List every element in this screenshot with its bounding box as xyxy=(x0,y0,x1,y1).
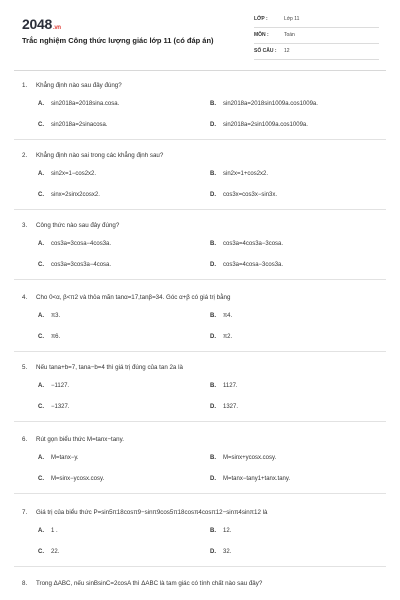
meta-key-grade: LỚP : xyxy=(254,16,268,22)
option-label: C. xyxy=(38,476,44,482)
quiz-meta-panel xyxy=(254,14,379,62)
option-text: π6. xyxy=(51,334,61,340)
option-text: sin2018a=2sin1009a.cos1009a. xyxy=(223,122,308,128)
question-stem xyxy=(22,364,183,371)
logo-text: 2048 xyxy=(22,16,52,32)
question-stem xyxy=(22,509,267,516)
option-label: B. xyxy=(210,171,216,177)
option-a[interactable] xyxy=(38,171,96,177)
option-text: cos3a=3cosa−4cos3a. xyxy=(51,241,112,247)
option-a[interactable] xyxy=(38,313,60,319)
option-text: 1127. xyxy=(223,383,238,389)
option-text: sin2018a=2sinacosa. xyxy=(51,122,108,128)
option-label: C. xyxy=(38,262,44,268)
question-text: Cho 0<α, β<π2 và thỏa mãn tanα=17,tanβ=34. Góc α+β có giá trị bằng xyxy=(36,294,231,301)
option-d[interactable] xyxy=(210,476,290,482)
question-divider xyxy=(14,351,386,352)
question-divider xyxy=(14,209,386,210)
option-label: D. xyxy=(210,549,216,555)
option-label: A. xyxy=(38,101,44,107)
meta-value-count: 12 xyxy=(284,48,290,54)
question-divider xyxy=(14,279,386,280)
option-text: M=sinx−ycosx.cosy. xyxy=(51,476,105,482)
meta-value-grade: Lớp 11 xyxy=(284,16,300,22)
option-label: C. xyxy=(38,192,44,198)
option-text: π2. xyxy=(223,334,233,340)
meta-key-subject: MÔN : xyxy=(254,32,269,38)
option-text: π4. xyxy=(223,313,233,319)
option-d[interactable] xyxy=(210,192,277,198)
option-text: M=tanx−y. xyxy=(51,455,79,461)
option-label: A. xyxy=(38,313,44,319)
option-b[interactable] xyxy=(210,313,232,319)
question-stem xyxy=(22,436,124,443)
header-divider xyxy=(14,70,386,71)
logo-suffix: .vn xyxy=(52,25,61,31)
option-text: sin2018a=2018sina.cosa. xyxy=(51,101,120,107)
option-a[interactable] xyxy=(38,101,119,107)
option-label: B. xyxy=(210,455,216,461)
option-text: −1327. xyxy=(51,404,70,410)
question-number: 7. xyxy=(22,509,28,516)
option-b[interactable] xyxy=(210,241,283,247)
option-label: C. xyxy=(38,334,44,340)
question-divider xyxy=(14,139,386,140)
option-label: B. xyxy=(210,313,216,319)
option-d[interactable] xyxy=(210,404,238,410)
option-text: 32. xyxy=(223,549,232,555)
option-text: cos3a=4cos3a−3cosa. xyxy=(223,241,284,247)
question-stem xyxy=(22,294,230,301)
question-stem xyxy=(22,222,119,229)
question-text: Nếu tana+b=7, tana−b=4 thì giá trị đúng của tan 2a là xyxy=(36,364,183,371)
meta-key-count: SỐ CÂU : xyxy=(254,48,277,54)
option-label: D. xyxy=(210,192,216,198)
option-label: C. xyxy=(38,549,44,555)
question-number: 5. xyxy=(22,364,28,371)
option-label: A. xyxy=(38,455,44,461)
option-text: −1127. xyxy=(51,383,70,389)
option-label: B. xyxy=(210,528,216,534)
option-label: B. xyxy=(210,101,216,107)
question-divider xyxy=(14,421,386,422)
option-label: D. xyxy=(210,476,216,482)
option-label: C. xyxy=(38,404,44,410)
question-number: 4. xyxy=(22,294,28,301)
option-label: A. xyxy=(38,241,44,247)
option-text: cos3a=4cosa−3cos3a. xyxy=(223,262,284,268)
option-b[interactable] xyxy=(210,455,276,461)
question-number: 3. xyxy=(22,222,28,229)
option-d[interactable] xyxy=(210,262,283,268)
option-label: B. xyxy=(210,383,216,389)
option-c[interactable] xyxy=(38,476,104,482)
question-divider xyxy=(14,493,386,494)
meta-row-grade xyxy=(254,14,379,28)
option-a[interactable] xyxy=(38,455,79,461)
option-text: cos3x=cos3x−sin3x. xyxy=(223,192,278,198)
option-text: M=sinx+ycosx.cosy. xyxy=(223,455,277,461)
question-text: Công thức nào sau đây đúng? xyxy=(36,222,120,229)
meta-row-subject xyxy=(254,30,379,44)
option-text: 1 . xyxy=(51,528,58,534)
option-d[interactable] xyxy=(210,122,308,128)
option-label: D. xyxy=(210,404,216,410)
question-stem xyxy=(22,580,262,587)
option-text: 12. xyxy=(223,528,232,534)
option-label: C. xyxy=(38,122,44,128)
option-text: sin2x=1−cos2x2. xyxy=(51,171,97,177)
option-label: B. xyxy=(210,241,216,247)
option-text: π3. xyxy=(51,313,61,319)
option-label: D. xyxy=(210,262,216,268)
option-text: sinx=2sinx2cosx2. xyxy=(51,192,100,198)
option-b[interactable] xyxy=(210,101,318,107)
question-number: 2. xyxy=(22,152,28,159)
question-number: 1. xyxy=(22,82,28,89)
option-label: D. xyxy=(210,334,216,340)
option-a[interactable] xyxy=(38,528,58,534)
option-label: D. xyxy=(210,122,216,128)
question-number: 6. xyxy=(22,436,28,443)
site-logo[interactable] xyxy=(22,16,61,32)
question-text: Trong ΔABC, nếu sinBsinC=2cosA thì ΔABC là tam giác có tính chất nào sau đây? xyxy=(36,580,263,587)
option-text: sin2x=1+cos2x2. xyxy=(223,171,269,177)
option-a[interactable] xyxy=(38,383,69,389)
page-title: Trắc nghiệm Công thức lượng giác lớp 11 (có đáp án) xyxy=(22,36,214,45)
page-header xyxy=(0,0,400,70)
question-stem xyxy=(22,82,122,89)
option-d[interactable] xyxy=(210,549,231,555)
question-text: Khẳng định nào sau đây đúng? xyxy=(36,82,122,89)
option-text: cos3a=3cos3a−4cosa. xyxy=(51,262,112,268)
question-text: Giá trị của biểu thức P=sin5π18cosπ9−sinπ9cos5π18cosπ4cosπ12−sinπ4sinπ12 là xyxy=(36,509,268,516)
option-text: M=tanx−tany1+tanx.tany. xyxy=(223,476,291,482)
option-b[interactable] xyxy=(210,383,238,389)
option-text: 1327. xyxy=(223,404,239,410)
option-d[interactable] xyxy=(210,334,232,340)
option-text: 22. xyxy=(51,549,60,555)
question-text: Khẳng định nào sai trong các khẳng định sau? xyxy=(36,152,164,159)
meta-row-count xyxy=(254,46,379,60)
option-label: A. xyxy=(38,171,44,177)
option-b[interactable] xyxy=(210,171,268,177)
option-c[interactable] xyxy=(38,262,111,268)
question-stem xyxy=(22,152,163,159)
question-divider xyxy=(14,566,386,567)
option-text: sin2018a=2018sin1009a.cos1009a. xyxy=(223,101,318,107)
option-label: A. xyxy=(38,528,44,534)
option-a[interactable] xyxy=(38,241,111,247)
option-b[interactable] xyxy=(210,528,231,534)
option-c[interactable] xyxy=(38,549,59,555)
option-c[interactable] xyxy=(38,404,70,410)
option-c[interactable] xyxy=(38,192,100,198)
option-c[interactable] xyxy=(38,122,108,128)
question-text: Rút gọn biểu thức M=tanx−tany. xyxy=(36,436,124,443)
meta-value-subject: Toán xyxy=(284,32,295,38)
question-number: 8. xyxy=(22,580,28,587)
option-c[interactable] xyxy=(38,334,60,340)
option-label: A. xyxy=(38,383,44,389)
